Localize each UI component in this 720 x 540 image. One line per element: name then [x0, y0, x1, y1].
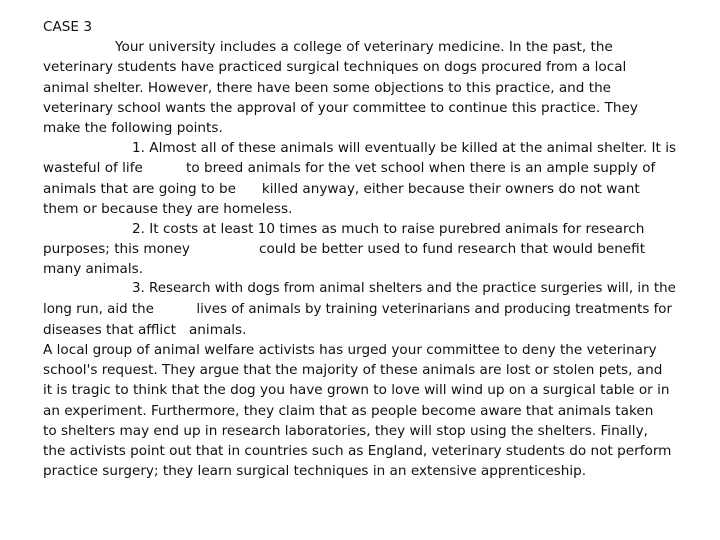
text-line: animals that are going to be killed anyway, either because their owners do not want [43, 180, 640, 197]
text-line: it is tragic to think that the dog you have grown to love will wind up on a surgical table or in [43, 382, 670, 399]
text-line: veterinary students have practiced surgical techniques on dogs procured from a local [43, 59, 627, 76]
text-line: make the following points. [43, 119, 223, 136]
document-page [43, 17, 679, 481]
text-line: wasteful of life to breed animals for the vet school when there is an ample supply of [43, 160, 656, 177]
text-line: purposes; this money could be better used to fund research that would benefit [43, 241, 646, 258]
text-line: veterinary school wants the approval of your committee to continue this practice. They [43, 99, 638, 116]
text-line: the activists point out that in countries such as England, veterinary students do not perform [43, 442, 672, 459]
text-line: Your university includes a college of veterinary medicine. In the past, the [115, 39, 613, 56]
text-line: long run, aid the lives of animals by training veterinarians and producing treatments for [43, 301, 673, 317]
point-3-line: 3. Research with dogs from animal shelters and the practice surgeries will, in the [132, 281, 676, 297]
case-title: CASE 3 [43, 19, 92, 35]
text-line: diseases that afflict animals. [43, 321, 247, 338]
text-line: many animals. [43, 261, 144, 278]
text-line: them or because they are homeless. [43, 200, 293, 217]
text-line: practice surgery; they learn surgical techniques in an extensive apprenticeship. [43, 463, 587, 480]
text-line: animal shelter. However, there have been some objections to this practice, and the [43, 79, 612, 96]
text-line: A local group of animal welfare activists has urged your committee to deny the veterinary [43, 342, 657, 358]
point-2-line: 2. It costs at least 10 times as much to raise purebred animals for research [132, 220, 645, 237]
text-line: an experiment. Furthermore, they claim that as people become aware that animals taken [43, 402, 654, 419]
text-line: to shelters may end up in research laboratories, they will stop using the shelters. Finally, [43, 422, 648, 439]
text-line: school's request. They argue that the majority of these animals are lost or stolen pets, and [43, 362, 663, 379]
point-1-line: 1. Almost all of these animals will eventually be killed at the animal shelter. It is [132, 140, 677, 157]
